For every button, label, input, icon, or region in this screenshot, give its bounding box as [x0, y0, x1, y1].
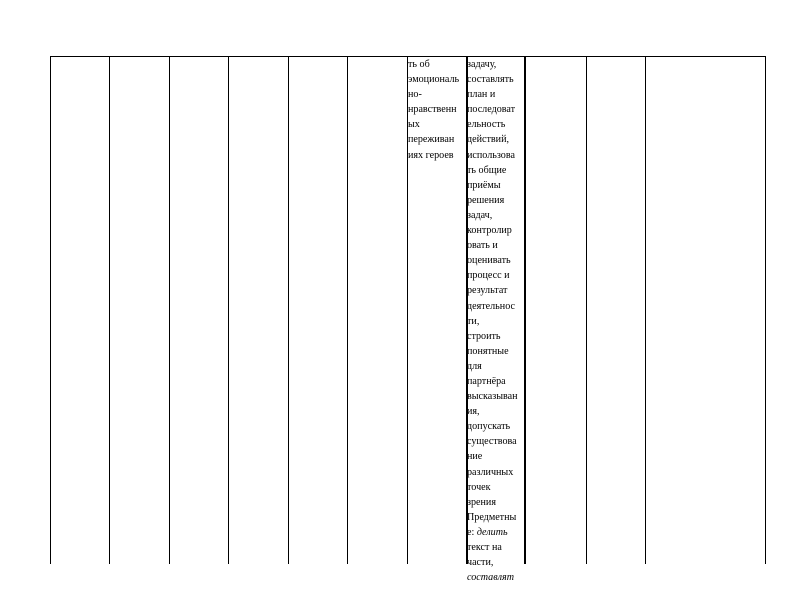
column-border: [586, 56, 587, 564]
cell-text-line: план и: [467, 89, 496, 101]
cell-text-line: существова: [467, 436, 517, 448]
cell-text-line: партнёра: [467, 375, 506, 387]
column-border: [50, 56, 51, 564]
column-border: [228, 56, 229, 564]
cell-text-line: допускать: [467, 421, 511, 433]
lesson-plan-table: [50, 56, 766, 584]
cell-text-line: составлят: [467, 572, 514, 584]
cell-text-line: точек: [467, 481, 491, 493]
column-border: [765, 56, 766, 564]
cell-text-line: задач,: [467, 209, 493, 221]
cell-text-line: ть об: [408, 59, 430, 70]
cell-text-line: но-: [408, 89, 422, 101]
cell-text-line: ние: [467, 451, 483, 463]
cell-text-line: действий,: [467, 134, 510, 146]
cell-text-line: ия,: [467, 406, 480, 418]
column-border: [645, 56, 646, 564]
cell-text-line: Предметны: [467, 511, 517, 523]
column-border: [347, 56, 348, 564]
cell-text-italic: делить: [476, 526, 508, 538]
column-border: [525, 56, 526, 564]
cell-text-line: высказыван: [467, 391, 518, 403]
cell-text-line: задачу,: [467, 59, 497, 70]
cell-text-line: [467, 525, 525, 540]
cell-text-line: контролир: [467, 225, 512, 237]
cell-text-line: деятельнос: [467, 300, 515, 312]
cell-text-line: последоват: [467, 104, 516, 116]
cell-text-line: ти,: [467, 315, 480, 327]
cell-text-plain: е:: [467, 526, 477, 538]
cell-text-line: ых: [408, 119, 420, 131]
cell-text-line: оценивать: [467, 255, 511, 267]
cell-text-line: части,: [467, 557, 494, 569]
cell-text-line: овать и: [467, 240, 498, 252]
column-border: [169, 56, 170, 564]
cell-text-line: нравственн: [408, 104, 457, 116]
cell-col6: [408, 57, 466, 163]
cell-text-line: эмоциональ: [408, 74, 460, 86]
cell-text-line: составлять: [467, 74, 514, 86]
cell-text-line: понятные: [467, 345, 509, 357]
cell-text-line: использова: [467, 149, 515, 161]
cell-text-line: строить: [467, 330, 501, 342]
cell-text-line: для: [467, 360, 482, 372]
cell-text-line: текст на: [467, 542, 502, 553]
cell-text-line: результат: [467, 285, 508, 297]
cell-text-line: решения: [467, 194, 505, 206]
cell-col7: [467, 57, 525, 585]
cell-text-line: различных: [467, 466, 514, 478]
cell-text-line: зрения: [467, 496, 496, 508]
cell-text-line: иях героев: [408, 149, 454, 161]
cell-text-line: переживан: [408, 134, 455, 146]
column-border: [288, 56, 289, 564]
cell-text-line: приёмы: [467, 179, 501, 191]
cell-text-line: ть общие: [467, 164, 507, 176]
cell-text-line: процесс и: [467, 270, 510, 282]
cell-text-line: ельность: [467, 119, 506, 131]
column-border: [109, 56, 110, 564]
